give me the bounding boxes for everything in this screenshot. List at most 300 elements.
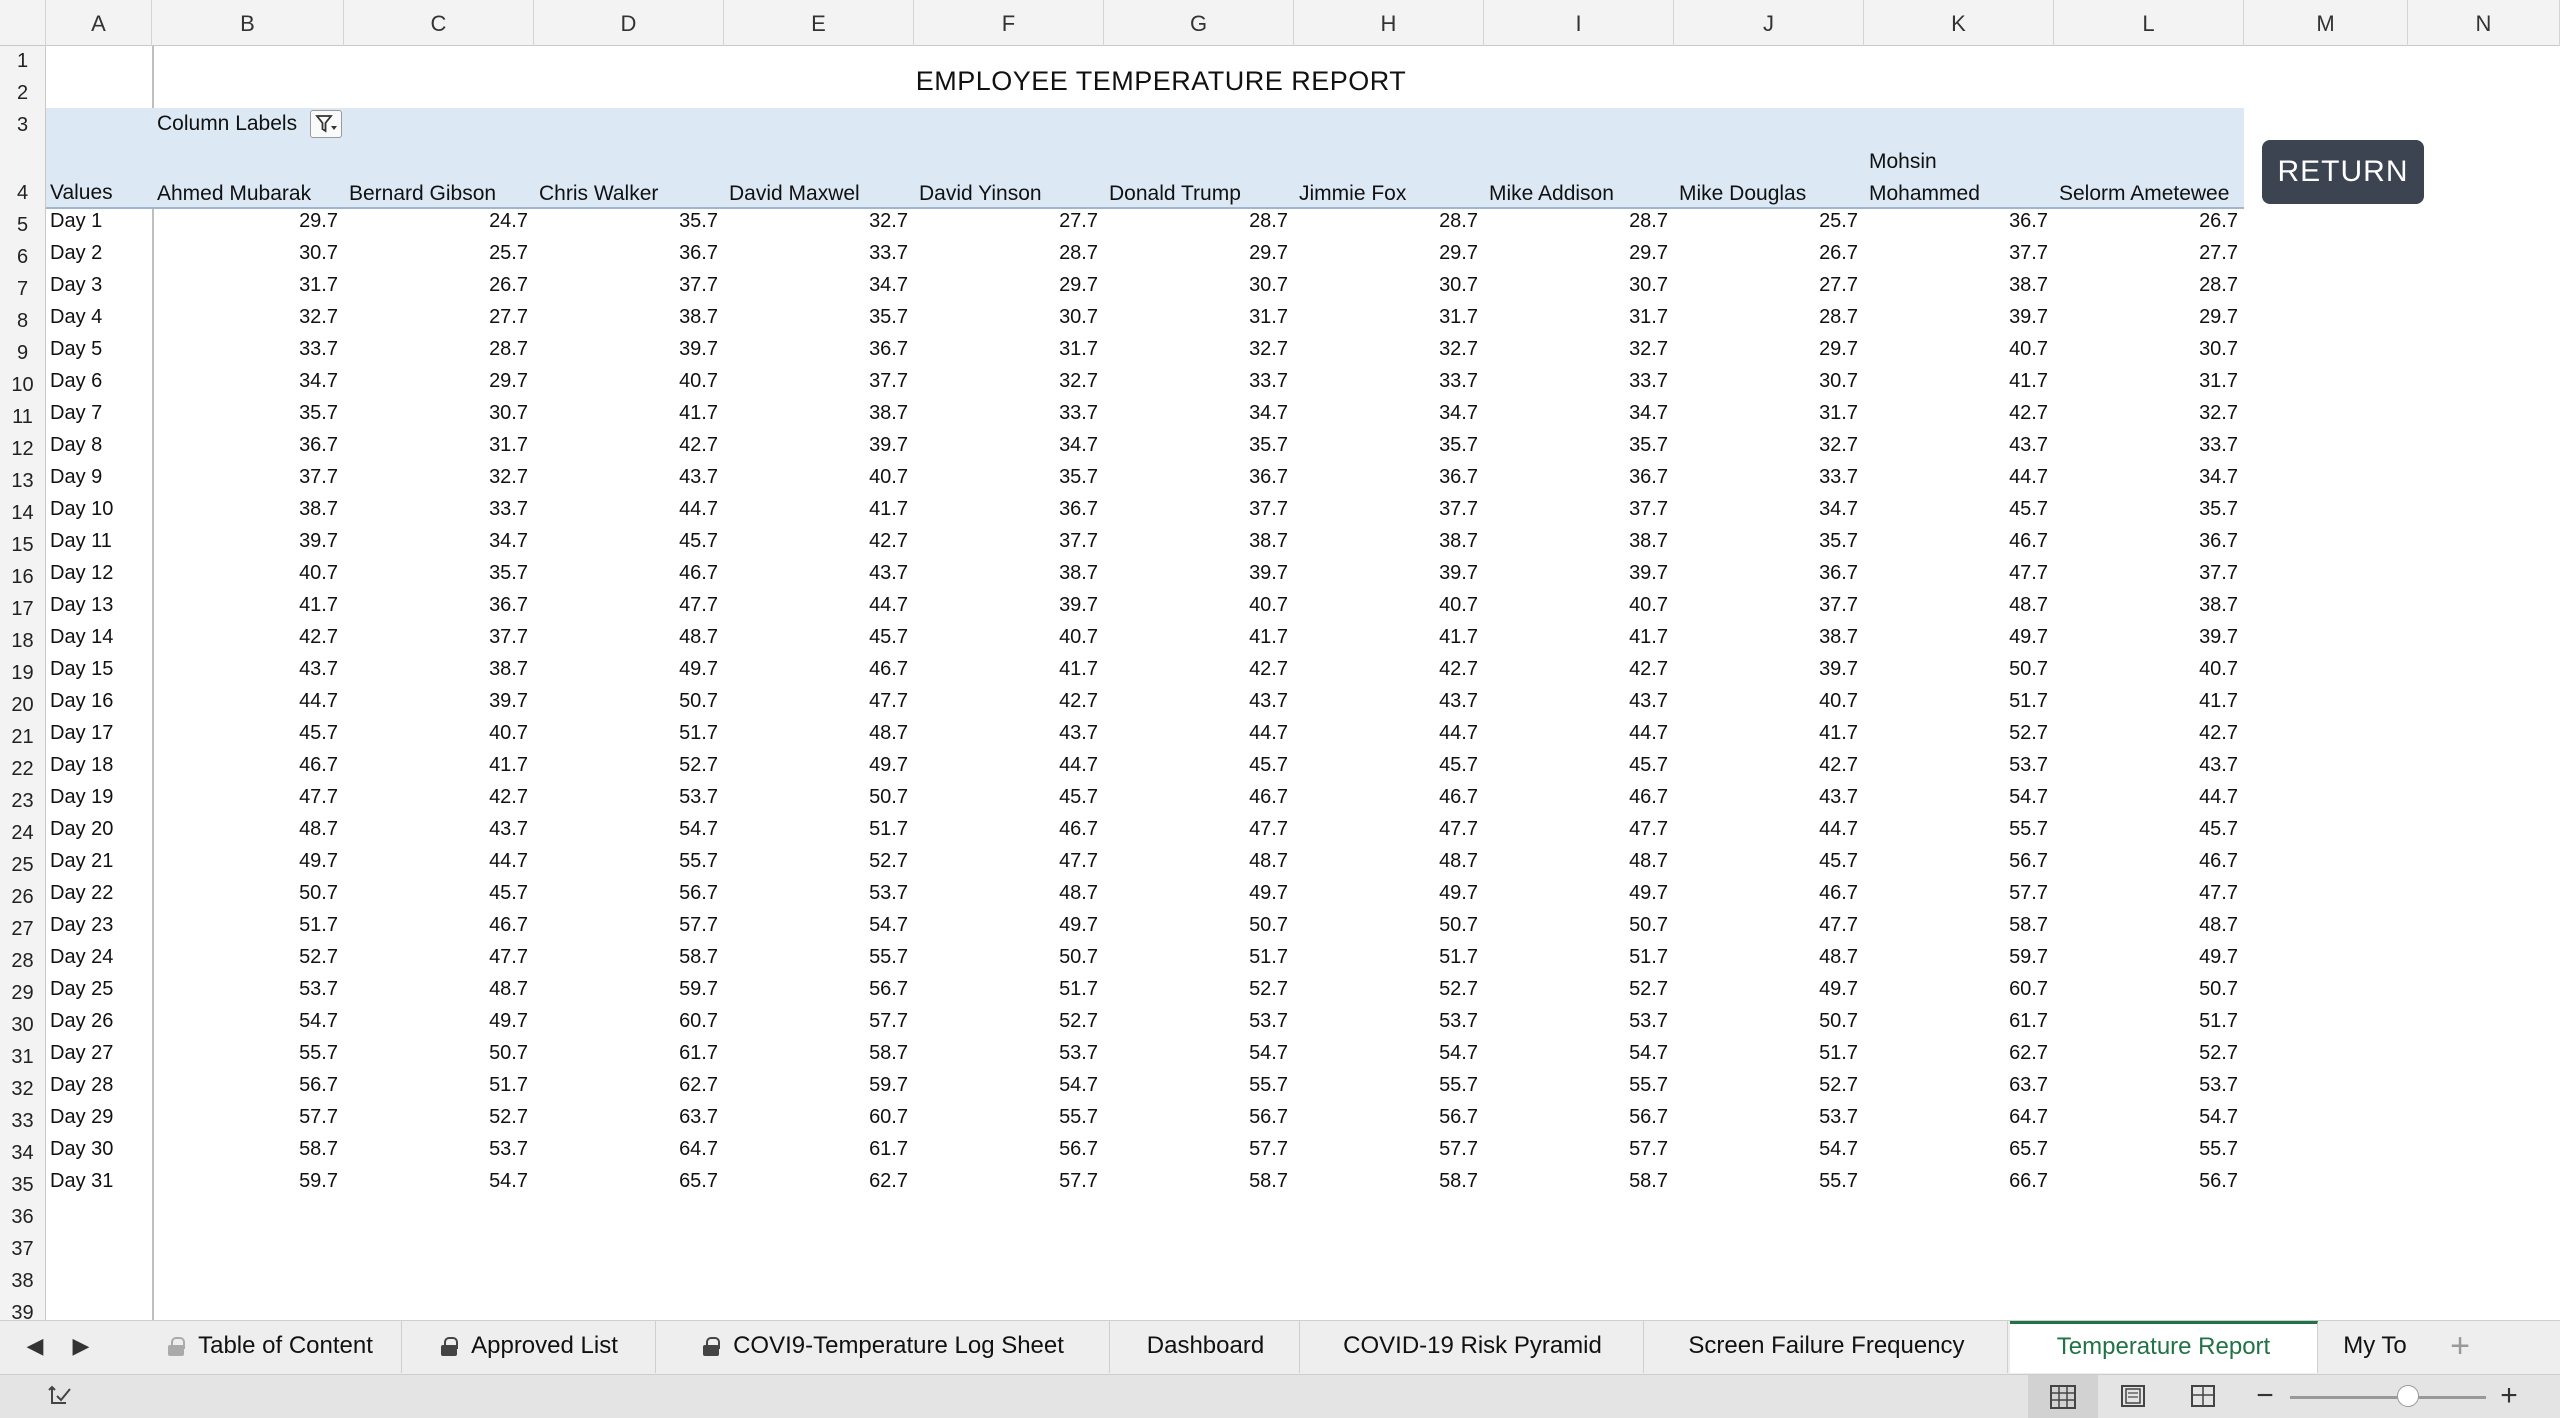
temperature-cell[interactable]: 45.7 <box>1819 850 1858 872</box>
temperature-cell[interactable]: 56.7 <box>1249 1106 1288 1128</box>
temperature-cell[interactable]: 41.7 <box>679 402 718 424</box>
temperature-cell[interactable]: 41.7 <box>1819 722 1858 744</box>
temperature-cell[interactable]: 43.7 <box>1059 722 1098 744</box>
temperature-cell[interactable]: 50.7 <box>2009 658 2048 680</box>
temperature-cell[interactable]: 44.7 <box>1059 754 1098 776</box>
row-header[interactable]: 34 <box>11 1142 34 1164</box>
temperature-cell[interactable]: 52.7 <box>1629 978 1668 1000</box>
temperature-cell[interactable]: 58.7 <box>1629 1170 1668 1192</box>
prev-sheet-arrow-icon[interactable]: ◀ <box>26 1333 44 1358</box>
temperature-cell[interactable]: 56.7 <box>2199 1170 2238 1192</box>
temperature-cell[interactable]: 49.7 <box>1439 882 1478 904</box>
temperature-cell[interactable]: 36.7 <box>1059 498 1098 520</box>
temperature-cell[interactable]: 36.7 <box>1629 466 1668 488</box>
temperature-cell[interactable]: 32.7 <box>869 210 908 232</box>
temperature-cell[interactable]: 45.7 <box>1629 754 1668 776</box>
temperature-cell[interactable]: 48.7 <box>2009 594 2048 616</box>
temperature-cell[interactable]: 50.7 <box>2199 978 2238 1000</box>
temperature-cell[interactable]: 46.7 <box>1249 786 1288 808</box>
temperature-cell[interactable]: 39.7 <box>489 690 528 712</box>
temperature-cell[interactable]: 60.7 <box>679 1010 718 1032</box>
temperature-cell[interactable]: 40.7 <box>299 562 338 584</box>
temperature-cell[interactable]: 27.7 <box>1819 274 1858 296</box>
temperature-cell[interactable]: 52.7 <box>679 754 718 776</box>
temperature-cell[interactable]: 36.7 <box>1439 466 1478 488</box>
temperature-cell[interactable]: 30.7 <box>2199 338 2238 360</box>
temperature-cell[interactable]: 35.7 <box>299 402 338 424</box>
temperature-cell[interactable]: 43.7 <box>1819 786 1858 808</box>
temperature-cell[interactable]: 50.7 <box>1249 914 1288 936</box>
temperature-cell[interactable]: 44.7 <box>679 498 718 520</box>
temperature-cell[interactable]: 44.7 <box>2199 786 2238 808</box>
temperature-cell[interactable]: 55.7 <box>2009 818 2048 840</box>
temperature-cell[interactable]: 49.7 <box>2009 626 2048 648</box>
temperature-cell[interactable]: 32.7 <box>489 466 528 488</box>
temperature-cell[interactable]: 50.7 <box>1819 1010 1858 1032</box>
temperature-cell[interactable]: 31.7 <box>1439 306 1478 328</box>
column-header-d[interactable]: D <box>534 0 724 46</box>
temperature-cell[interactable]: 42.7 <box>1819 754 1858 776</box>
temperature-cell[interactable]: 36.7 <box>1249 466 1288 488</box>
row-header[interactable]: 23 <box>11 790 34 812</box>
temperature-cell[interactable]: 31.7 <box>1629 306 1668 328</box>
temperature-cell[interactable]: 30.7 <box>1059 306 1098 328</box>
column-header-i[interactable]: I <box>1484 0 1674 46</box>
temperature-cell[interactable]: 39.7 <box>1059 594 1098 616</box>
temperature-cell[interactable]: 52.7 <box>2199 1042 2238 1064</box>
temperature-cell[interactable]: 44.7 <box>1439 722 1478 744</box>
temperature-cell[interactable]: 31.7 <box>1249 306 1288 328</box>
row-header[interactable]: 24 <box>11 822 34 844</box>
temperature-cell[interactable]: 36.7 <box>1819 562 1858 584</box>
temperature-cell[interactable]: 33.7 <box>1629 370 1668 392</box>
temperature-cell[interactable]: 48.7 <box>1249 850 1288 872</box>
temperature-cell[interactable]: 48.7 <box>1059 882 1098 904</box>
temperature-cell[interactable]: 37.7 <box>1439 498 1478 520</box>
temperature-cell[interactable]: 43.7 <box>1629 690 1668 712</box>
temperature-cell[interactable]: 47.7 <box>2199 882 2238 904</box>
temperature-cell[interactable]: 38.7 <box>1059 562 1098 584</box>
temperature-cell[interactable]: 27.7 <box>489 306 528 328</box>
temperature-cell[interactable]: 28.7 <box>1249 210 1288 232</box>
temperature-cell[interactable]: 32.7 <box>2199 402 2238 424</box>
temperature-cell[interactable]: 55.7 <box>1439 1074 1478 1096</box>
temperature-cell[interactable]: 54.7 <box>1439 1042 1478 1064</box>
temperature-cell[interactable]: 55.7 <box>2199 1138 2238 1160</box>
temperature-cell[interactable]: 55.7 <box>299 1042 338 1064</box>
temperature-cell[interactable]: 54.7 <box>489 1170 528 1192</box>
temperature-cell[interactable]: 40.7 <box>1819 690 1858 712</box>
sheet-tab[interactable] <box>2010 1321 2318 1373</box>
temperature-cell[interactable]: 42.7 <box>1439 658 1478 680</box>
column-header-l[interactable]: L <box>2054 0 2244 46</box>
temperature-cell[interactable]: 29.7 <box>1439 242 1478 264</box>
temperature-cell[interactable]: 37.7 <box>869 370 908 392</box>
temperature-cell[interactable]: 29.7 <box>2199 306 2238 328</box>
temperature-cell[interactable]: 47.7 <box>1059 850 1098 872</box>
temperature-cell[interactable]: 52.7 <box>1439 978 1478 1000</box>
temperature-cell[interactable]: 49.7 <box>1249 882 1288 904</box>
temperature-cell[interactable]: 33.7 <box>299 338 338 360</box>
row-header[interactable]: 12 <box>11 438 34 460</box>
accessibility-check-icon[interactable] <box>46 1383 76 1409</box>
temperature-cell[interactable]: 61.7 <box>2009 1010 2048 1032</box>
row-header[interactable]: 25 <box>11 854 34 876</box>
temperature-cell[interactable]: 62.7 <box>2009 1042 2048 1064</box>
temperature-cell[interactable]: 56.7 <box>299 1074 338 1096</box>
temperature-cell[interactable]: 53.7 <box>679 786 718 808</box>
row-header[interactable]: 7 <box>16 278 29 300</box>
temperature-cell[interactable]: 37.7 <box>1629 498 1668 520</box>
temperature-cell[interactable]: 35.7 <box>869 306 908 328</box>
row-header[interactable]: 26 <box>11 886 34 908</box>
temperature-cell[interactable]: 44.7 <box>1819 818 1858 840</box>
temperature-cell[interactable]: 31.7 <box>2199 370 2238 392</box>
temperature-cell[interactable]: 41.7 <box>2009 370 2048 392</box>
row-header[interactable]: 20 <box>11 694 34 716</box>
temperature-cell[interactable]: 50.7 <box>1629 914 1668 936</box>
temperature-cell[interactable]: 52.7 <box>299 946 338 968</box>
temperature-cell[interactable]: 38.7 <box>1439 530 1478 552</box>
temperature-cell[interactable]: 52.7 <box>2009 722 2048 744</box>
temperature-cell[interactable]: 42.7 <box>1059 690 1098 712</box>
temperature-cell[interactable]: 53.7 <box>299 978 338 1000</box>
temperature-cell[interactable]: 56.7 <box>679 882 718 904</box>
temperature-cell[interactable]: 50.7 <box>1059 946 1098 968</box>
temperature-cell[interactable]: 49.7 <box>299 850 338 872</box>
temperature-cell[interactable]: 51.7 <box>869 818 908 840</box>
temperature-cell[interactable]: 57.7 <box>679 914 718 936</box>
temperature-cell[interactable]: 57.7 <box>869 1010 908 1032</box>
temperature-cell[interactable]: 50.7 <box>299 882 338 904</box>
temperature-cell[interactable]: 31.7 <box>489 434 528 456</box>
temperature-cell[interactable]: 47.7 <box>679 594 718 616</box>
row-header[interactable]: 11 <box>12 406 33 428</box>
temperature-cell[interactable]: 41.7 <box>299 594 338 616</box>
temperature-cell[interactable]: 34.7 <box>489 530 528 552</box>
temperature-cell[interactable]: 56.7 <box>1629 1106 1668 1128</box>
temperature-cell[interactable]: 41.7 <box>1439 626 1478 648</box>
temperature-cell[interactable]: 47.7 <box>2009 562 2048 584</box>
temperature-cell[interactable]: 34.7 <box>869 274 908 296</box>
temperature-cell[interactable]: 35.7 <box>679 210 718 232</box>
temperature-cell[interactable]: 57.7 <box>1249 1138 1288 1160</box>
temperature-cell[interactable]: 40.7 <box>1059 626 1098 648</box>
temperature-cell[interactable]: 59.7 <box>679 978 718 1000</box>
row-header[interactable]: 5 <box>16 214 29 236</box>
temperature-cell[interactable]: 45.7 <box>1059 786 1098 808</box>
column-header-c[interactable]: C <box>344 0 534 46</box>
temperature-cell[interactable]: 40.7 <box>1249 594 1288 616</box>
temperature-cell[interactable]: 38.7 <box>1629 530 1668 552</box>
temperature-cell[interactable]: 48.7 <box>489 978 528 1000</box>
temperature-cell[interactable]: 54.7 <box>679 818 718 840</box>
temperature-cell[interactable]: 50.7 <box>679 690 718 712</box>
temperature-cell[interactable]: 47.7 <box>869 690 908 712</box>
temperature-cell[interactable]: 34.7 <box>1629 402 1668 424</box>
temperature-cell[interactable]: 51.7 <box>1439 946 1478 968</box>
temperature-cell[interactable]: 61.7 <box>869 1138 908 1160</box>
column-header-n[interactable]: N <box>2408 0 2560 46</box>
row-header[interactable]: 17 <box>11 598 34 620</box>
temperature-cell[interactable]: 53.7 <box>2199 1074 2238 1096</box>
temperature-cell[interactable]: 36.7 <box>2199 530 2238 552</box>
temperature-cell[interactable]: 39.7 <box>1439 562 1478 584</box>
row-header[interactable]: 38 <box>11 1270 34 1292</box>
row-header[interactable]: 4 <box>16 182 29 204</box>
temperature-cell[interactable]: 53.7 <box>1819 1106 1858 1128</box>
temperature-cell[interactable]: 66.7 <box>2009 1170 2048 1192</box>
temperature-cell[interactable]: 36.7 <box>679 242 718 264</box>
temperature-cell[interactable]: 39.7 <box>2199 626 2238 648</box>
select-all-corner[interactable] <box>0 0 46 46</box>
temperature-cell[interactable]: 56.7 <box>1439 1106 1478 1128</box>
temperature-cell[interactable]: 64.7 <box>679 1138 718 1160</box>
temperature-cell[interactable]: 49.7 <box>679 658 718 680</box>
temperature-cell[interactable]: 49.7 <box>1059 914 1098 936</box>
temperature-cell[interactable]: 32.7 <box>1249 338 1288 360</box>
temperature-cell[interactable]: 28.7 <box>1439 210 1478 232</box>
temperature-cell[interactable]: 54.7 <box>299 1010 338 1032</box>
temperature-cell[interactable]: 29.7 <box>299 210 338 232</box>
temperature-cell[interactable]: 31.7 <box>1819 402 1858 424</box>
temperature-cell[interactable]: 44.7 <box>2009 466 2048 488</box>
temperature-cell[interactable]: 46.7 <box>1819 882 1858 904</box>
normal-view-button[interactable] <box>2028 1375 2098 1418</box>
temperature-cell[interactable]: 36.7 <box>869 338 908 360</box>
temperature-cell[interactable]: 42.7 <box>1629 658 1668 680</box>
column-header-k[interactable]: K <box>1864 0 2054 46</box>
row-header[interactable]: 13 <box>11 470 34 492</box>
temperature-cell[interactable]: 45.7 <box>1249 754 1288 776</box>
temperature-cell[interactable]: 55.7 <box>869 946 908 968</box>
temperature-cell[interactable]: 57.7 <box>1629 1138 1668 1160</box>
row-header[interactable]: 28 <box>11 950 34 972</box>
column-labels-filter-button[interactable] <box>310 110 342 138</box>
column-header-j[interactable]: J <box>1674 0 1864 46</box>
temperature-cell[interactable]: 48.7 <box>1629 850 1668 872</box>
zoom-in-button[interactable]: + <box>2500 1379 2518 1412</box>
temperature-cell[interactable]: 33.7 <box>1059 402 1098 424</box>
sheet-tab[interactable] <box>404 1321 656 1373</box>
temperature-cell[interactable]: 37.7 <box>299 466 338 488</box>
temperature-cell[interactable]: 31.7 <box>1059 338 1098 360</box>
temperature-cell[interactable]: 40.7 <box>2009 338 2048 360</box>
temperature-cell[interactable]: 54.7 <box>1059 1074 1098 1096</box>
temperature-cell[interactable]: 51.7 <box>299 914 338 936</box>
temperature-cell[interactable]: 41.7 <box>1629 626 1668 648</box>
temperature-cell[interactable]: 45.7 <box>869 626 908 648</box>
temperature-cell[interactable]: 30.7 <box>299 242 338 264</box>
temperature-cell[interactable]: 46.7 <box>1059 818 1098 840</box>
row-header[interactable]: 14 <box>11 502 34 524</box>
temperature-cell[interactable]: 52.7 <box>1819 1074 1858 1096</box>
temperature-cell[interactable]: 32.7 <box>1819 434 1858 456</box>
temperature-cell[interactable]: 39.7 <box>1819 658 1858 680</box>
temperature-cell[interactable]: 50.7 <box>489 1042 528 1064</box>
temperature-cell[interactable]: 47.7 <box>1629 818 1668 840</box>
temperature-cell[interactable]: 46.7 <box>2199 850 2238 872</box>
temperature-cell[interactable]: 43.7 <box>1439 690 1478 712</box>
temperature-cell[interactable]: 44.7 <box>1629 722 1668 744</box>
temperature-cell[interactable]: 53.7 <box>1249 1010 1288 1032</box>
temperature-cell[interactable]: 32.7 <box>1629 338 1668 360</box>
temperature-cell[interactable]: 26.7 <box>1819 242 1858 264</box>
temperature-cell[interactable]: 46.7 <box>299 754 338 776</box>
temperature-cell[interactable]: 58.7 <box>1249 1170 1288 1192</box>
temperature-cell[interactable]: 48.7 <box>299 818 338 840</box>
temperature-cell[interactable]: 43.7 <box>2199 754 2238 776</box>
temperature-cell[interactable]: 42.7 <box>1249 658 1288 680</box>
temperature-cell[interactable]: 30.7 <box>1439 274 1478 296</box>
temperature-cell[interactable]: 44.7 <box>489 850 528 872</box>
temperature-cell[interactable]: 53.7 <box>1439 1010 1478 1032</box>
temperature-cell[interactable]: 25.7 <box>489 242 528 264</box>
temperature-cell[interactable]: 45.7 <box>2009 498 2048 520</box>
temperature-cell[interactable]: 30.7 <box>1819 370 1858 392</box>
temperature-cell[interactable]: 49.7 <box>489 1010 528 1032</box>
temperature-cell[interactable]: 39.7 <box>869 434 908 456</box>
temperature-cell[interactable]: 60.7 <box>869 1106 908 1128</box>
temperature-cell[interactable]: 64.7 <box>2009 1106 2048 1128</box>
temperature-cell[interactable]: 41.7 <box>869 498 908 520</box>
temperature-cell[interactable]: 44.7 <box>299 690 338 712</box>
temperature-cell[interactable]: 37.7 <box>2199 562 2238 584</box>
temperature-cell[interactable]: 35.7 <box>1439 434 1478 456</box>
temperature-cell[interactable]: 37.7 <box>679 274 718 296</box>
temperature-cell[interactable]: 40.7 <box>679 370 718 392</box>
temperature-cell[interactable]: 47.7 <box>299 786 338 808</box>
temperature-cell[interactable]: 45.7 <box>679 530 718 552</box>
temperature-cell[interactable]: 34.7 <box>2199 466 2238 488</box>
temperature-cell[interactable]: 34.7 <box>1249 402 1288 424</box>
temperature-cell[interactable]: 42.7 <box>2009 402 2048 424</box>
temperature-cell[interactable]: 55.7 <box>1819 1170 1858 1192</box>
row-header[interactable]: 10 <box>11 374 34 396</box>
temperature-cell[interactable]: 41.7 <box>1249 626 1288 648</box>
temperature-cell[interactable]: 35.7 <box>2199 498 2238 520</box>
temperature-cell[interactable]: 44.7 <box>1249 722 1288 744</box>
temperature-cell[interactable]: 54.7 <box>1249 1042 1288 1064</box>
column-header-h[interactable]: H <box>1294 0 1484 46</box>
temperature-cell[interactable]: 65.7 <box>679 1170 718 1192</box>
temperature-cell[interactable]: 65.7 <box>2009 1138 2048 1160</box>
row-header[interactable]: 31 <box>11 1046 34 1068</box>
temperature-cell[interactable]: 57.7 <box>2009 882 2048 904</box>
temperature-cell[interactable]: 60.7 <box>2009 978 2048 1000</box>
temperature-cell[interactable]: 51.7 <box>1819 1042 1858 1064</box>
row-header[interactable]: 15 <box>11 534 34 556</box>
temperature-cell[interactable]: 27.7 <box>1059 210 1098 232</box>
temperature-cell[interactable]: 37.7 <box>2009 242 2048 264</box>
temperature-cell[interactable]: 42.7 <box>2199 722 2238 744</box>
sheet-tab[interactable] <box>140 1321 402 1373</box>
sheet-tab[interactable] <box>658 1321 1110 1373</box>
temperature-cell[interactable]: 25.7 <box>1819 210 1858 232</box>
temperature-cell[interactable]: 29.7 <box>1629 242 1668 264</box>
temperature-cell[interactable]: 58.7 <box>679 946 718 968</box>
temperature-cell[interactable]: 47.7 <box>1819 914 1858 936</box>
temperature-cell[interactable]: 33.7 <box>489 498 528 520</box>
temperature-cell[interactable]: 52.7 <box>489 1106 528 1128</box>
temperature-cell[interactable]: 41.7 <box>1059 658 1098 680</box>
temperature-cell[interactable]: 48.7 <box>1819 946 1858 968</box>
page-layout-view-icon[interactable] <box>2118 1383 2148 1409</box>
temperature-cell[interactable]: 62.7 <box>679 1074 718 1096</box>
zoom-slider[interactable] <box>2290 1396 2486 1399</box>
row-header[interactable]: 37 <box>11 1238 34 1260</box>
temperature-cell[interactable]: 41.7 <box>489 754 528 776</box>
page-break-preview-icon[interactable] <box>2188 1383 2218 1409</box>
temperature-cell[interactable]: 26.7 <box>489 274 528 296</box>
temperature-cell[interactable]: 48.7 <box>679 626 718 648</box>
row-header[interactable]: 32 <box>11 1078 34 1100</box>
temperature-cell[interactable]: 38.7 <box>1249 530 1288 552</box>
temperature-cell[interactable]: 28.7 <box>489 338 528 360</box>
temperature-cell[interactable]: 24.7 <box>489 210 528 232</box>
temperature-cell[interactable]: 37.7 <box>1249 498 1288 520</box>
temperature-cell[interactable]: 26.7 <box>2199 210 2238 232</box>
temperature-cell[interactable]: 40.7 <box>489 722 528 744</box>
temperature-cell[interactable]: 40.7 <box>869 466 908 488</box>
row-header[interactable]: 19 <box>11 662 34 684</box>
temperature-cell[interactable]: 35.7 <box>489 562 528 584</box>
temperature-cell[interactable]: 62.7 <box>869 1170 908 1192</box>
temperature-cell[interactable]: 63.7 <box>2009 1074 2048 1096</box>
temperature-cell[interactable]: 40.7 <box>1439 594 1478 616</box>
temperature-cell[interactable]: 53.7 <box>2009 754 2048 776</box>
temperature-cell[interactable]: 28.7 <box>2199 274 2238 296</box>
temperature-cell[interactable]: 34.7 <box>299 370 338 392</box>
temperature-cell[interactable]: 36.7 <box>2009 210 2048 232</box>
temperature-cell[interactable]: 53.7 <box>489 1138 528 1160</box>
row-header[interactable]: 21 <box>11 726 34 748</box>
temperature-cell[interactable]: 33.7 <box>2199 434 2238 456</box>
row-header[interactable]: 6 <box>16 246 29 268</box>
temperature-cell[interactable]: 33.7 <box>1439 370 1478 392</box>
temperature-cell[interactable]: 54.7 <box>2009 786 2048 808</box>
temperature-cell[interactable]: 56.7 <box>869 978 908 1000</box>
temperature-cell[interactable]: 29.7 <box>489 370 528 392</box>
temperature-cell[interactable]: 38.7 <box>299 498 338 520</box>
temperature-cell[interactable]: 40.7 <box>1629 594 1668 616</box>
temperature-cell[interactable]: 49.7 <box>1629 882 1668 904</box>
temperature-cell[interactable]: 51.7 <box>1249 946 1288 968</box>
temperature-cell[interactable]: 53.7 <box>1629 1010 1668 1032</box>
temperature-cell[interactable]: 49.7 <box>869 754 908 776</box>
temperature-cell[interactable]: 35.7 <box>1249 434 1288 456</box>
row-header[interactable]: 35 <box>11 1174 34 1196</box>
temperature-cell[interactable]: 35.7 <box>1059 466 1098 488</box>
temperature-cell[interactable]: 33.7 <box>869 242 908 264</box>
temperature-cell[interactable]: 32.7 <box>1059 370 1098 392</box>
temperature-cell[interactable]: 59.7 <box>299 1170 338 1192</box>
temperature-cell[interactable]: 46.7 <box>1629 786 1668 808</box>
temperature-cell[interactable]: 51.7 <box>1629 946 1668 968</box>
temperature-cell[interactable]: 57.7 <box>1059 1170 1098 1192</box>
sheet-tab[interactable] <box>2320 1321 2430 1373</box>
temperature-cell[interactable]: 43.7 <box>679 466 718 488</box>
temperature-cell[interactable]: 53.7 <box>1059 1042 1098 1064</box>
temperature-cell[interactable]: 39.7 <box>2009 306 2048 328</box>
column-header-a[interactable]: A <box>46 0 152 46</box>
sheet-tab[interactable] <box>1646 1321 2008 1373</box>
temperature-cell[interactable]: 45.7 <box>299 722 338 744</box>
temperature-cell[interactable]: 30.7 <box>1629 274 1668 296</box>
temperature-cell[interactable]: 43.7 <box>489 818 528 840</box>
temperature-cell[interactable]: 38.7 <box>2199 594 2238 616</box>
temperature-cell[interactable]: 33.7 <box>1819 466 1858 488</box>
